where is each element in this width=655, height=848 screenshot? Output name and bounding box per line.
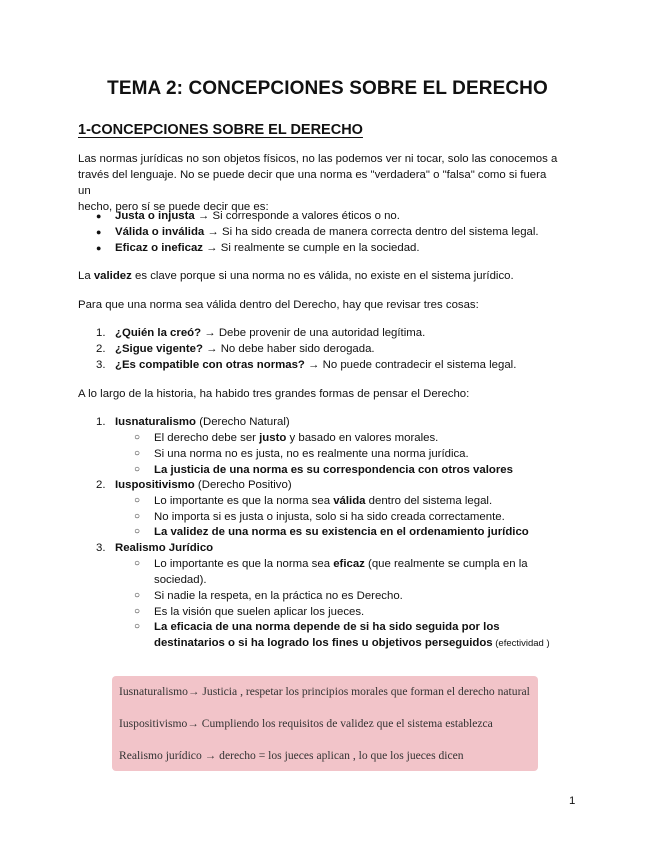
sub-list-item	[154, 509, 505, 525]
circle-bullet-icon: ○	[134, 495, 141, 506]
bullet-term: Eficaz o ineficaz	[115, 242, 203, 254]
intro-line: Las normas jurídicas no son objetos físicos, no las podemos ver ni tocar, solo las conocemos a	[78, 153, 558, 165]
school-paren: (Derecho Natural)	[196, 416, 290, 428]
circle-bullet-icon: ○	[134, 558, 141, 569]
intro-paragraph	[78, 151, 558, 215]
school-paren: (Derecho Positivo)	[194, 479, 292, 491]
historia-paragraph: A lo largo de la historia, ha habido tres grandes formas de pensar el Derecho:	[78, 388, 470, 400]
item-text: Es la visión que suelen aplicar los jueces.	[154, 606, 365, 618]
sub-list-item	[154, 493, 492, 509]
validez-post: es clave porque si una norma no es válida, no existe en el sistema jurídico.	[131, 270, 514, 282]
list-number: 1.	[96, 416, 106, 428]
sub-list-item	[154, 556, 528, 572]
circle-bullet-icon: ○	[134, 590, 141, 601]
list-item	[115, 357, 516, 373]
circle-bullet-icon: ○	[134, 464, 141, 475]
school-heading	[115, 540, 213, 556]
bullet-text: → Si ha sido creada de manera correcta dentro del sistema legal.	[204, 226, 539, 238]
item-bold: La justicia de una norma es su correspondencia con otros valores	[154, 464, 513, 476]
list-number: 1.	[96, 327, 106, 339]
page-number: 1	[569, 795, 576, 807]
summary-line: Iuspositivismo→ Cumpliendo los requisitos de validez que el sistema establezca	[119, 717, 493, 730]
item-text: El derecho debe ser	[154, 432, 260, 444]
list-number: 2.	[96, 343, 106, 355]
sub-list-item	[154, 446, 469, 462]
circle-bullet-icon: ○	[134, 526, 141, 537]
sub-list-item-continued	[154, 635, 550, 652]
page-title: TEMA 2: CONCEPCIONES SOBRE EL DERECHO	[107, 78, 548, 99]
item-text: dentro del sistema legal.	[365, 495, 493, 507]
list-number: 3.	[96, 359, 106, 371]
list-item	[115, 208, 400, 224]
sub-list-item-continued: sociedad).	[154, 574, 207, 586]
bullet-dot-icon: ●	[96, 227, 102, 237]
circle-bullet-icon: ○	[134, 606, 141, 617]
item-bold: La eficacia de una norma depende de si ha sido seguida por los	[154, 621, 500, 633]
bullet-dot-icon: ●	[96, 211, 102, 221]
school-name: Iuspositivismo	[115, 479, 195, 491]
sub-list-item	[154, 619, 500, 635]
sub-list-item	[154, 430, 438, 446]
item-bold: destinatarios o si ha logrado los fines u objetivos perseguidos	[154, 637, 493, 649]
item-small-text: (efectividad )	[492, 638, 550, 649]
check-text: → No puede contradecir el sistema legal.	[304, 359, 517, 371]
summary-box	[112, 676, 538, 771]
list-number: 2.	[96, 479, 106, 491]
school-heading	[115, 414, 290, 430]
intro-line: hecho, pero sí se puede decir que es:	[78, 201, 269, 213]
section-heading: 1-CONCEPCIONES SOBRE EL DERECHO	[78, 122, 363, 138]
intro-line: través del lenguaje. No se puede decir que una norma es "verdadera" o "falsa" como si fuera un	[78, 169, 547, 197]
sub-list-item	[154, 524, 529, 540]
check-text: → No debe haber sido derogada.	[202, 343, 375, 355]
check-text: → Debe provenir de una autoridad legítima.	[201, 327, 426, 339]
revisar-paragraph: Para que una norma sea válida dentro del Derecho, hay que revisar tres cosas:	[78, 299, 479, 311]
list-item	[115, 224, 539, 240]
item-text: Si una norma no es justa, no es realmente una norma jurídica.	[154, 448, 469, 460]
list-item	[115, 240, 420, 256]
validez-paragraph	[78, 268, 514, 284]
list-number: 3.	[96, 542, 106, 554]
bullet-text: → Si realmente se cumple en la sociedad.	[203, 242, 420, 254]
circle-bullet-icon: ○	[134, 621, 141, 632]
summary-line: Realismo jurídico → derecho = los jueces aplican , lo que los jueces dicen	[119, 749, 464, 762]
validez-term: validez	[93, 270, 132, 282]
summary-line: Iusnaturalismo→ Justicia , respetar los principios morales que forman el derecho natural	[119, 685, 530, 698]
sub-list-item	[154, 604, 364, 620]
validez-pre: La	[78, 270, 94, 282]
school-name: Iusnaturalismo	[115, 416, 197, 428]
list-item	[115, 341, 375, 357]
item-bold: eficaz	[333, 558, 365, 570]
item-text: Si nadie la respeta, en la práctica no es Derecho.	[154, 590, 403, 602]
bullet-text: → Si corresponde a valores éticos o no.	[194, 210, 400, 222]
check-term: ¿Es compatible con otras normas?	[115, 359, 305, 371]
check-term: ¿Quién la creó?	[115, 327, 202, 339]
item-bold: válida	[333, 495, 366, 507]
bullet-dot-icon: ●	[96, 243, 102, 253]
sub-list-item	[154, 588, 403, 604]
check-term: ¿Sigue vigente?	[115, 343, 203, 355]
circle-bullet-icon: ○	[134, 511, 141, 522]
item-bold: justo	[259, 432, 287, 444]
item-text: No importa si es justa o injusta, solo si ha sido creada correctamente.	[154, 511, 505, 523]
circle-bullet-icon: ○	[134, 432, 141, 443]
sub-list-item	[154, 462, 513, 478]
circle-bullet-icon: ○	[134, 448, 141, 459]
bullet-term: Válida o inválida	[115, 226, 205, 238]
list-item	[115, 325, 425, 341]
item-text: (que realmente se cumpla en la	[364, 558, 528, 570]
bullet-term: Justa o injusta	[115, 210, 195, 222]
school-name: Realismo Jurídico	[115, 542, 214, 554]
item-text: Lo importante es que la norma sea	[154, 495, 334, 507]
school-heading	[115, 477, 292, 493]
item-bold: La validez de una norma es su existencia en el ordenamiento jurídico	[154, 526, 529, 538]
item-text: y basado en valores morales.	[286, 432, 439, 444]
item-text: Lo importante es que la norma sea	[154, 558, 334, 570]
